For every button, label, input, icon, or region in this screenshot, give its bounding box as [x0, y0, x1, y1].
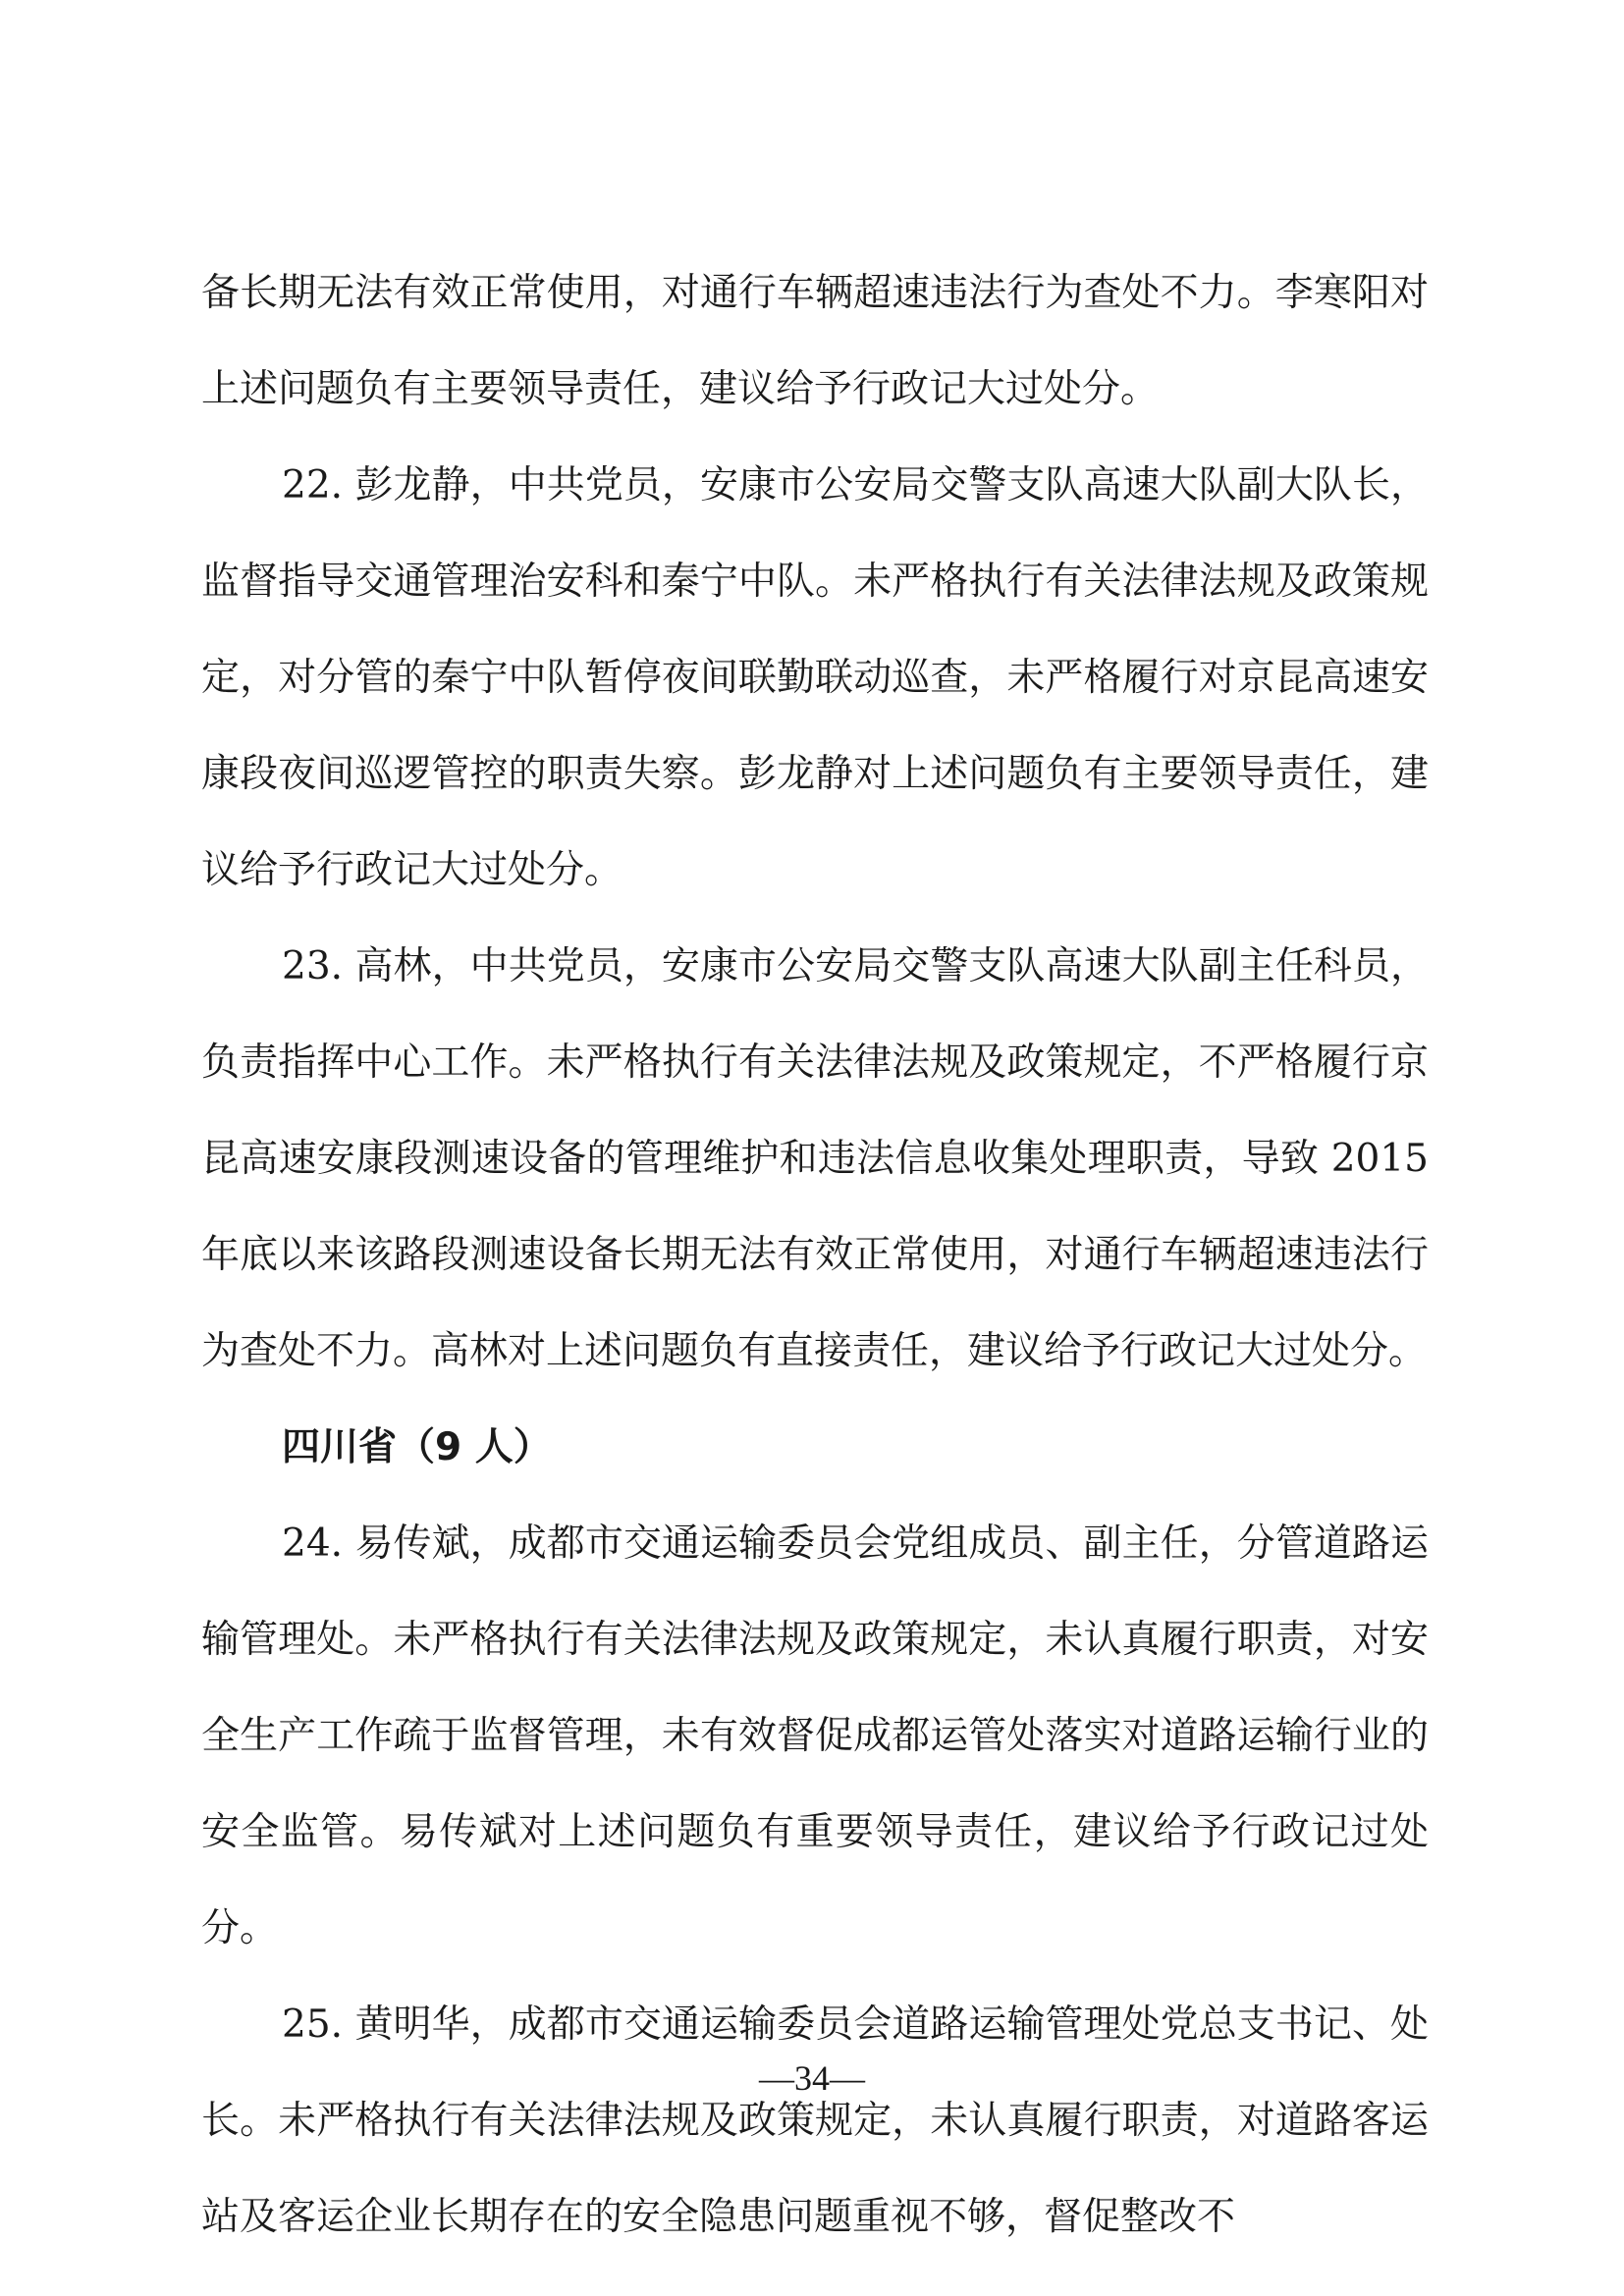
paragraph-item-25: 25. 黄明华，成都市交通运输委员会道路运输管理处党总支书记、处长。未严格执行有关法律法规及政策规定，未认真履行职责，对道路客运站及客运企业长期存在的安全隐患问题重视不够，督促整改不 — [201, 2002, 1429, 2239]
paragraph-item-23: 23. 高林，中共党员，安康市公安局交警支队高速大队副主任科员，负责指挥中心工作。未严格执行有关法律法规及政策规定，不严格履行京昆高速安康段测速设备的管理维护和违法信息收集处理职责，导致 2015 年底以来该路段测速设备长期无法有效正常使用，对通行车辆超速违法行为查处不力。高林对上述问题负有直接责任，建议给予行政记大过处分。 — [201, 944, 1429, 1373]
paragraph-item-22: 22. 彭龙静，中共党员，安康市公安局交警支队高速大队副大队长，监督指导交通管理治安科和秦宁中队。未严格执行有关法律法规及政策规定，对分管的秦宁中队暂停夜间联勤联动巡查，未严格履行对京昆高速安康段夜间巡逻管控的职责失察。彭龙静对上述问题负有主要领导责任，建议给予行政记大过处分。 — [201, 463, 1429, 892]
paragraph-item-24: 24. 易传斌，成都市交通运输委员会党组成员、副主任，分管道路运输管理处。未严格执行有关法律法规及政策规定，未认真履行职责，对安全生产工作疏于监督管理，未有效督促成都运管处落实对道路运输行业的安全监管。易传斌对上述问题负有重要领导责任，建议给予行政记过处分。 — [201, 1522, 1429, 1950]
document-body — [201, 245, 1429, 2266]
section-heading-sichuan: 四川省（9 人） — [282, 1425, 552, 1469]
page-number: —34— — [759, 2058, 865, 2098]
paragraph-continuation: 备长期无法有效正常使用，对通行车辆超速违法行为查处不力。李寒阳对上述问题负有主要领导责任，建议给予行政记大过处分。 — [201, 271, 1429, 411]
